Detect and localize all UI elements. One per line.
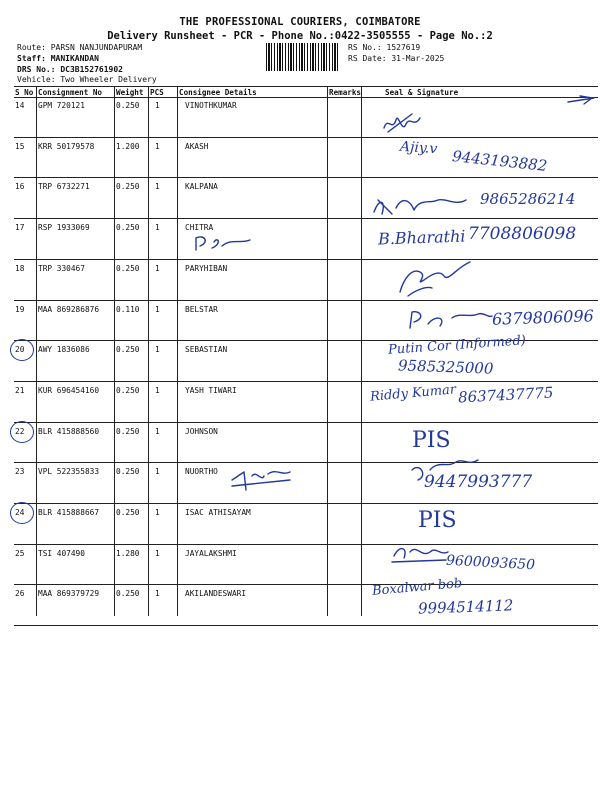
row-weight: 0.250 (116, 223, 140, 232)
col-divider (327, 86, 328, 616)
circled-row-mark (10, 502, 34, 524)
row-weight: 0.250 (116, 182, 140, 191)
row-sno: 18 (15, 264, 25, 273)
row-pcs: 1 (155, 386, 160, 395)
row-separator (14, 177, 598, 178)
row-pcs: 1 (155, 549, 160, 558)
row-sno: 25 (15, 549, 25, 558)
row-consignee: VINOTHKUMAR (185, 101, 237, 110)
col-divider (114, 86, 115, 616)
row-sno: 19 (15, 305, 25, 314)
row-consignee: AKASH (185, 142, 209, 151)
signature-row-16 (374, 200, 466, 214)
row-consignee: PARYHIBAN (185, 264, 228, 273)
drs-label: DRS No.: DC3B152761902 (17, 65, 123, 74)
row-separator (14, 381, 598, 382)
row-consignee: ISAC ATHISAYAM (185, 508, 251, 517)
row-separator (14, 259, 598, 260)
row-pcs: 1 (155, 305, 160, 314)
handwriting-pis: PIS (418, 508, 457, 533)
row-separator (14, 218, 598, 219)
row-sno: 24 (15, 508, 25, 517)
row-consignee: CHITRA (185, 223, 214, 232)
signature-row-19 (410, 312, 492, 328)
header-weight: Weight (116, 88, 144, 97)
row-consignee: AKILANDESWARI (185, 589, 247, 598)
row-consignment-no: TRP 330467 (38, 264, 85, 273)
handwriting-name: Riddy Kumar (369, 382, 457, 405)
header-sno: S No (15, 88, 34, 97)
handwriting-name: Ajiy.v (399, 138, 438, 158)
row-consignee: BELSTAR (185, 305, 218, 314)
signature-row-17 (196, 237, 250, 250)
row-separator (14, 544, 598, 545)
handwriting-phone: 9600093650 (445, 552, 536, 574)
row-pcs: 1 (155, 427, 160, 436)
handwriting-remark: Putin Cor (Informed) (387, 333, 527, 358)
handwriting-name: Boxalwar bob (371, 576, 463, 599)
row-pcs: 1 (155, 223, 160, 232)
row-sno: 22 (15, 427, 25, 436)
row-consignment-no: TRP 6732271 (38, 182, 90, 191)
handwriting-phone: 9994514112 (417, 596, 514, 618)
row-weight: 0.110 (116, 305, 140, 314)
header-consignment: Consignment No (38, 88, 103, 97)
handwriting-phone: 6379806096 (491, 306, 595, 329)
row-weight: 0.250 (116, 508, 140, 517)
row-weight: 0.250 (116, 427, 140, 436)
row-pcs: 1 (155, 345, 160, 354)
handwriting-pis: PIS (412, 428, 451, 453)
row-pcs: 1 (155, 467, 160, 476)
row-sno: 20 (15, 345, 25, 354)
row-consignment-no: AWY 1836086 (38, 345, 90, 354)
row-sno: 26 (15, 589, 25, 598)
row-separator (14, 137, 598, 138)
vehicle-label: Vehicle: Two Wheeler Delivery (17, 75, 157, 84)
row-weight: 0.250 (116, 345, 140, 354)
row-separator (14, 625, 598, 626)
row-pcs: 1 (155, 142, 160, 151)
row-consignment-no: MAA 869379729 (38, 589, 100, 598)
signature-row-14 (384, 114, 420, 132)
header-pcs: PCS (150, 88, 164, 97)
row-separator (14, 462, 598, 463)
row-sno: 23 (15, 467, 25, 476)
row-weight: 0.250 (116, 264, 140, 273)
rs-number: RS No.: 1527619 (348, 43, 421, 52)
row-sno: 15 (15, 142, 25, 151)
signature-row-23-consignee (232, 472, 290, 490)
signature-row-18 (400, 262, 470, 296)
header-consignee: Consignee Details (179, 88, 257, 97)
handwriting-phone: 9443193882 (451, 147, 549, 175)
row-consignment-no: BLR 415888667 (38, 508, 100, 517)
circled-row-mark (10, 421, 34, 443)
row-consignee: NUORTHO (185, 467, 218, 476)
table-top-border (14, 86, 598, 87)
row-consignee: YASH TIWARI (185, 386, 237, 395)
row-pcs: 1 (155, 101, 160, 110)
header-seal-signature: Seal & Signature (385, 88, 459, 97)
row-consignment-no: RSP 1933069 (38, 223, 90, 232)
header-remarks: Remarks (329, 88, 362, 97)
row-consignee: JOHNSON (185, 427, 218, 436)
row-weight: 0.250 (116, 589, 140, 598)
row-consignee: KALPANA (185, 182, 218, 191)
rs-date: RS Date: 31-Mar-2025 (348, 54, 445, 63)
route-label: Route: PARSN NANJUNDAPURAM (17, 43, 143, 52)
handwriting-phone: 9447993777 (424, 472, 533, 492)
row-sno: 16 (15, 182, 25, 191)
row-weight: 0.250 (116, 467, 140, 476)
row-consignment-no: TSI 407490 (38, 549, 85, 558)
row-pcs: 1 (155, 508, 160, 517)
col-divider (361, 86, 362, 616)
table-header-border (14, 97, 598, 98)
row-consignment-no: KUR 696454160 (38, 386, 100, 395)
row-separator (14, 503, 598, 504)
row-consignment-no: GPM 720121 (38, 101, 85, 110)
row-separator (14, 422, 598, 423)
row-weight: 0.250 (116, 101, 140, 110)
row-sno: 14 (15, 101, 25, 110)
row-consignee: SEBASTIAN (185, 345, 228, 354)
row-separator (14, 584, 598, 585)
row-consignee: JAYALAKSHMI (185, 549, 237, 558)
row-weight: 1.280 (116, 549, 140, 558)
col-divider (148, 86, 149, 616)
row-separator (14, 300, 598, 301)
runsheet-subtitle: Delivery Runsheet - PCR - Phone No.:0422-3505555 - Page No.:2 (107, 30, 493, 42)
handwriting-phone: 8637437775 (457, 383, 554, 407)
row-consignment-no: BLR 415888560 (38, 427, 100, 436)
barcode-image (266, 43, 340, 71)
row-consignment-no: MAA 869286876 (38, 305, 100, 314)
col-divider (177, 86, 178, 616)
row-sno: 17 (15, 223, 25, 232)
col-divider (36, 86, 37, 616)
row-sno: 21 (15, 386, 25, 395)
circled-row-mark (10, 339, 34, 361)
row-consignment-no: VPL 522355833 (38, 467, 100, 476)
row-pcs: 1 (155, 264, 160, 273)
signature-row-25 (392, 549, 448, 562)
handwriting-phone: 7708806098 (468, 224, 577, 244)
company-title: THE PROFESSIONAL COURIERS, COIMBATORE (179, 16, 421, 28)
handwriting-name: B.Bharathi (377, 226, 466, 249)
row-consignment-no: KRR 50179578 (38, 142, 95, 151)
row-weight: 1.200 (116, 142, 140, 151)
row-pcs: 1 (155, 182, 160, 191)
handwriting-phone: 9585325000 (397, 356, 494, 378)
handwriting-phone: 9865286214 (480, 190, 576, 208)
row-weight: 0.250 (116, 386, 140, 395)
row-pcs: 1 (155, 589, 160, 598)
staff-label: Staff: MANIKANDAN (17, 54, 99, 63)
